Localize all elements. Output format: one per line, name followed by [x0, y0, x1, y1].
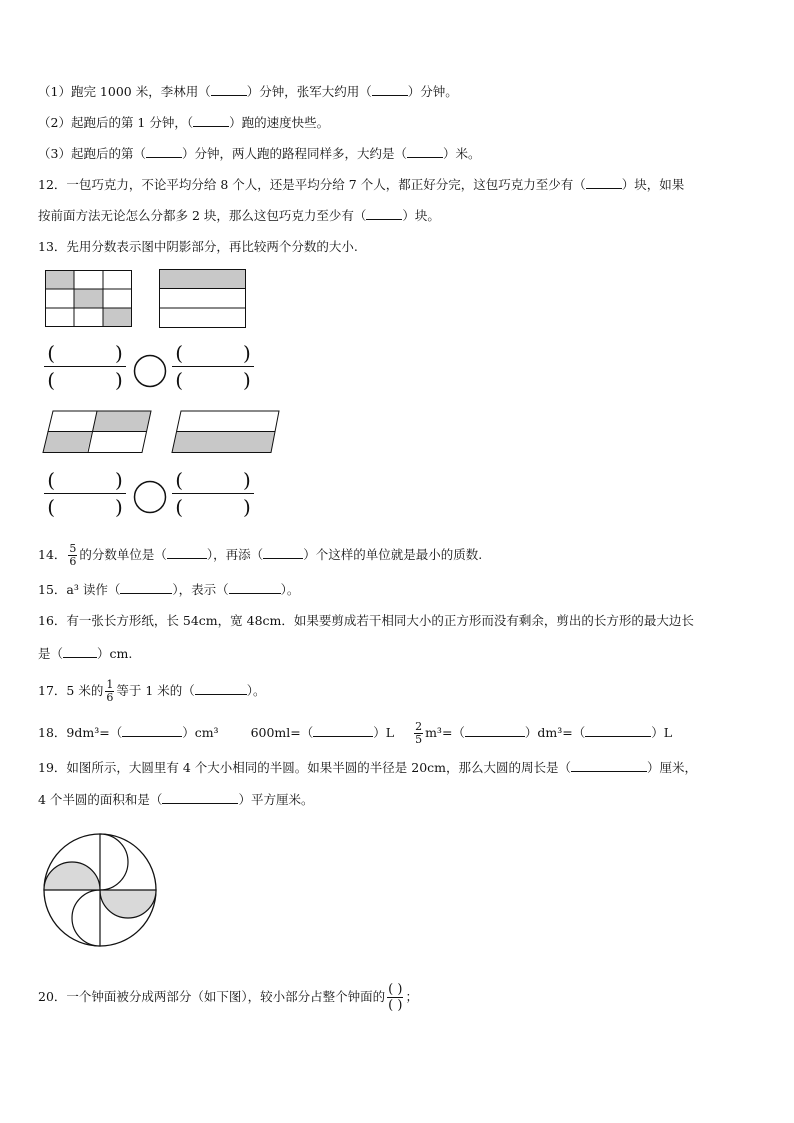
shaded-region	[92, 411, 151, 432]
answer-blank[interactable]	[407, 145, 443, 158]
q12-text-1b: ）块，如果	[621, 177, 685, 192]
q16-line1: 16．有一张长方形纸，长 54cm，宽 48cm．如果要剪成若干相同大小的正方形而没有剩余，剪出的长方形的最大边长	[38, 613, 694, 628]
rect-figure-3rows	[159, 269, 247, 329]
q18-text-e: m³=（	[425, 725, 465, 740]
fraction-blank[interactable]	[387, 982, 403, 1013]
q19-text-2a: 4 个半圆的面积和是（	[38, 792, 163, 807]
q11-p3-text-a: （3）起跑后的第（	[38, 146, 146, 161]
q19-text-1b: ）厘米，	[647, 760, 698, 775]
answer-blank[interactable]	[313, 724, 373, 737]
q17-text-a: 17．5 米的	[38, 683, 104, 698]
q14-text-b: ），再添（	[206, 547, 264, 562]
numerator-blank[interactable]: ( )	[47, 468, 123, 492]
q19-line1	[38, 759, 697, 776]
answer-blank[interactable]	[193, 114, 229, 127]
q18-text-d: ）L	[373, 725, 395, 740]
denominator-blank[interactable]: ( )	[47, 495, 123, 519]
q15-text-b: ），表示（	[172, 582, 229, 597]
answer-blank[interactable]	[229, 581, 281, 594]
q16-text-2a: 是（	[38, 646, 64, 661]
q15-line	[38, 581, 299, 598]
q12-line1	[38, 176, 684, 193]
denominator-blank[interactable]: ( )	[388, 998, 403, 1013]
q11-p1-text-b: ）分钟，张军大约用（	[246, 84, 372, 99]
q18-text-b: ）cm³	[182, 725, 219, 740]
q20-text-a: 20．一个钟面被分成两部分（如下图），较小部分占整个钟面的	[38, 989, 386, 1004]
q11-part3	[38, 145, 481, 162]
numerator-blank[interactable]: ( )	[175, 341, 251, 365]
answer-blank[interactable]	[372, 83, 408, 96]
fraction-numerator: 2	[415, 720, 423, 733]
denominator-blank[interactable]: ( )	[175, 368, 251, 392]
q17-text-b: 等于 1 米的（	[116, 683, 195, 698]
shaded-cell	[103, 308, 132, 327]
fraction-blank-right-2[interactable]	[172, 469, 254, 518]
fraction-denominator: 6	[69, 555, 77, 568]
answer-blank[interactable]	[120, 581, 172, 594]
fraction-blank-right-1[interactable]	[172, 342, 254, 391]
denominator-blank[interactable]: ( )	[175, 495, 251, 519]
q14-line	[38, 543, 482, 568]
q14-text-c: ）个这样的单位就是最小的质数.	[303, 547, 483, 562]
circle-with-semicircles-figure	[40, 830, 160, 950]
answer-blank[interactable]	[63, 645, 97, 658]
q11-p2-text-a: （2）起跑后的第 1 分钟，（	[38, 115, 194, 130]
fraction-numerator: 1	[106, 678, 114, 691]
q16-text-2b: ）cm.	[97, 646, 133, 661]
q11-p2-text-b: ）跑的速度快些。	[229, 115, 330, 130]
q19-line2	[38, 791, 313, 808]
fraction-numerator: 5	[69, 542, 77, 555]
answer-blank[interactable]	[146, 145, 182, 158]
answer-blank[interactable]	[162, 791, 238, 804]
answer-blank[interactable]	[195, 682, 247, 695]
numerator-blank[interactable]: ( )	[175, 468, 251, 492]
q15-text-c: ）。	[280, 582, 300, 597]
fraction-denominator: 6	[106, 691, 114, 704]
q18-text-f: ）dm³=（	[524, 725, 586, 740]
answer-blank[interactable]	[586, 176, 622, 189]
answer-blank[interactable]	[465, 724, 525, 737]
answer-blank[interactable]	[366, 207, 402, 220]
q11-p1-text-c: ）分钟。	[407, 84, 458, 99]
numerator-blank[interactable]: ( )	[47, 341, 123, 365]
fraction-denominator: 5	[415, 733, 423, 746]
fraction-blank-left-1[interactable]	[44, 342, 126, 391]
q11-p3-text-b: ）分钟，两人跑的路程同样多，大约是（	[181, 146, 407, 161]
answer-blank[interactable]	[585, 724, 651, 737]
denominator-blank[interactable]: ( )	[47, 368, 123, 392]
q16-line2	[38, 645, 132, 662]
answer-blank[interactable]	[263, 546, 303, 559]
answer-blank[interactable]	[122, 724, 182, 737]
answer-blank[interactable]	[571, 759, 647, 772]
q12-text-1a: 12．一包巧克力，不论平均分给 8 个人，还是平均分给 7 个人，都正好分完，这包巧克力至少有（	[38, 177, 586, 192]
fraction-5-6	[68, 543, 77, 568]
shaded-row	[159, 269, 246, 288]
grid-figure-3x3	[45, 270, 133, 328]
q17-text-c: ）。	[246, 683, 266, 698]
q19-text-2b: ）平方厘米。	[238, 792, 314, 807]
q12-line2	[38, 207, 440, 224]
numerator-blank[interactable]: ( )	[388, 982, 403, 997]
compare-circle[interactable]	[133, 480, 167, 514]
q13-question: 13．先用分数表示图中阴影部分，再比较两个分数的大小.	[38, 239, 358, 254]
fraction-2-5	[414, 721, 423, 746]
q14-number: 14．	[38, 547, 67, 562]
q15-text-a: 15．a³ 读作（	[38, 582, 121, 597]
shaded-cell	[74, 289, 103, 308]
q18-text-a: 18．9dm³=（	[38, 725, 123, 740]
fraction-blank-left-2[interactable]	[44, 469, 126, 518]
q12-text-2a: 按前面方法无论怎么分都多 2 块，那么这包巧克力至少有（	[38, 208, 367, 223]
q11-part2	[38, 114, 329, 131]
q14-text-a: 的分数单位是（	[79, 547, 167, 562]
q18-text-g: ）L	[651, 725, 673, 740]
shaded-region	[43, 432, 92, 453]
answer-blank[interactable]	[167, 546, 207, 559]
q18-text-c: 600ml=（	[250, 725, 314, 740]
shaded-cell	[45, 270, 74, 289]
q17-line	[38, 679, 266, 704]
q20-line	[38, 982, 418, 1013]
shaded-region	[172, 432, 275, 453]
q20-text-b: ；	[405, 989, 418, 1004]
parallelogram-figure-quarters	[42, 410, 154, 454]
q18-line	[38, 721, 672, 746]
compare-circle[interactable]	[133, 354, 167, 388]
q11-part1	[38, 83, 458, 100]
fraction-1-6	[105, 679, 114, 704]
q19-text-1a: 19．如图所示，大圆里有 4 个大小相同的半圆。如果半圆的半径是 20cm，那么大圆的周长是（	[38, 760, 572, 775]
q11-p1-text-a: （1）跑完 1000 米，李林用（	[38, 84, 211, 99]
q11-p3-text-c: ）米。	[442, 146, 481, 161]
answer-blank[interactable]	[211, 83, 247, 96]
parallelogram-figure-halves	[171, 410, 281, 454]
q12-text-2b: ）块。	[402, 208, 440, 223]
